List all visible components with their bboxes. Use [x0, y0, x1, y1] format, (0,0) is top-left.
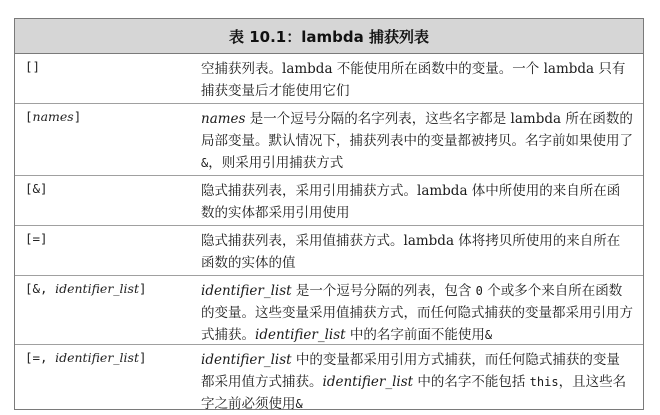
capture-form: [&]	[25, 181, 48, 196]
capture-description: 隐式捕获列表，采用值捕获方式。lambda 体将拷贝所使用的来自所在函数的实体的值	[201, 233, 621, 271]
table-row	[15, 54, 643, 104]
capture-description: 空捕获列表。lambda 不能使用所在函数中的变量。一个 lambda 只有捕获变量后才能使用它们	[201, 61, 626, 99]
table-row	[15, 345, 643, 410]
capture-form: []	[25, 59, 41, 74]
capture-list-table	[14, 18, 644, 410]
capture-description: 隐式捕获列表，采用引用捕获方式。lambda 体中所使用的来自所在函数的实体都采用引用使用	[201, 183, 621, 221]
capture-description: identifier_list 中的变量都采用引用方式捕获，而任何隐式捕获的变量都采用值方式捕获。identifier_list 中的名字不能包括 this，且这些名字之前必须使用&	[201, 352, 627, 412]
table-row	[15, 276, 643, 345]
capture-form: [names]	[25, 109, 82, 124]
table-row	[15, 226, 643, 276]
capture-form: [&, identifier_list]	[25, 281, 147, 296]
capture-description: names 是一个逗号分隔的名字列表，这些名字都是 lambda 所在函数的局部变量。默认情况下，捕获列表中的变量都被拷贝。名字前如果使用了&，则采用引用捕获方式	[201, 111, 633, 171]
capture-description: identifier_list 是一个逗号分隔的列表，包含 0 个或多个来自所在函数的变量。这些变量采用值捕获方式，而任何隐式捕获的变量都采用引用方式捕获。identifier_list 中的名字前面不能使用&	[201, 283, 633, 343]
capture-form: [=, identifier_list]	[25, 350, 147, 365]
table-title: 表 10.1：lambda 捕获列表	[15, 19, 643, 54]
table-row	[15, 104, 643, 176]
capture-form: [=]	[25, 231, 48, 246]
table-row	[15, 176, 643, 226]
